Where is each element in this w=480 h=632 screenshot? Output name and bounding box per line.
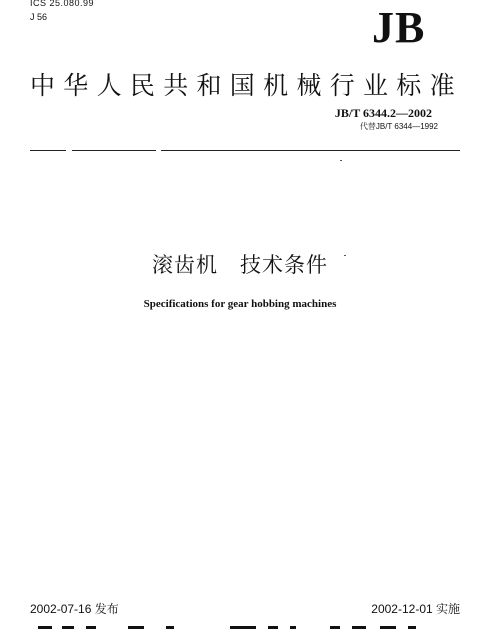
scan-speck	[340, 160, 342, 161]
scan-speck	[344, 255, 346, 256]
ics-code: ICS 25.080.99	[30, 0, 95, 8]
header-rule	[30, 150, 460, 151]
rule-gap	[156, 148, 161, 153]
implementation-date: 2002-12-01 实施	[371, 602, 460, 616]
cut-off-bottom-text	[0, 622, 480, 632]
document-title-chinese: 滚齿机 技术条件	[152, 253, 328, 277]
ccs-code: J 56	[30, 12, 48, 22]
jb-logo: JB	[372, 3, 426, 52]
rule-gap	[66, 148, 72, 153]
replaces-note: 代替JB/T 6344—1992	[359, 122, 438, 131]
document-title-english: Specifications for gear hobbing machines	[143, 298, 337, 310]
issue-date: 2002-07-16 发布	[30, 602, 119, 616]
organization-title: 中华人民共和国机械行业标准	[30, 71, 463, 100]
standard-number: JB/T 6344.2—2002	[334, 106, 432, 120]
